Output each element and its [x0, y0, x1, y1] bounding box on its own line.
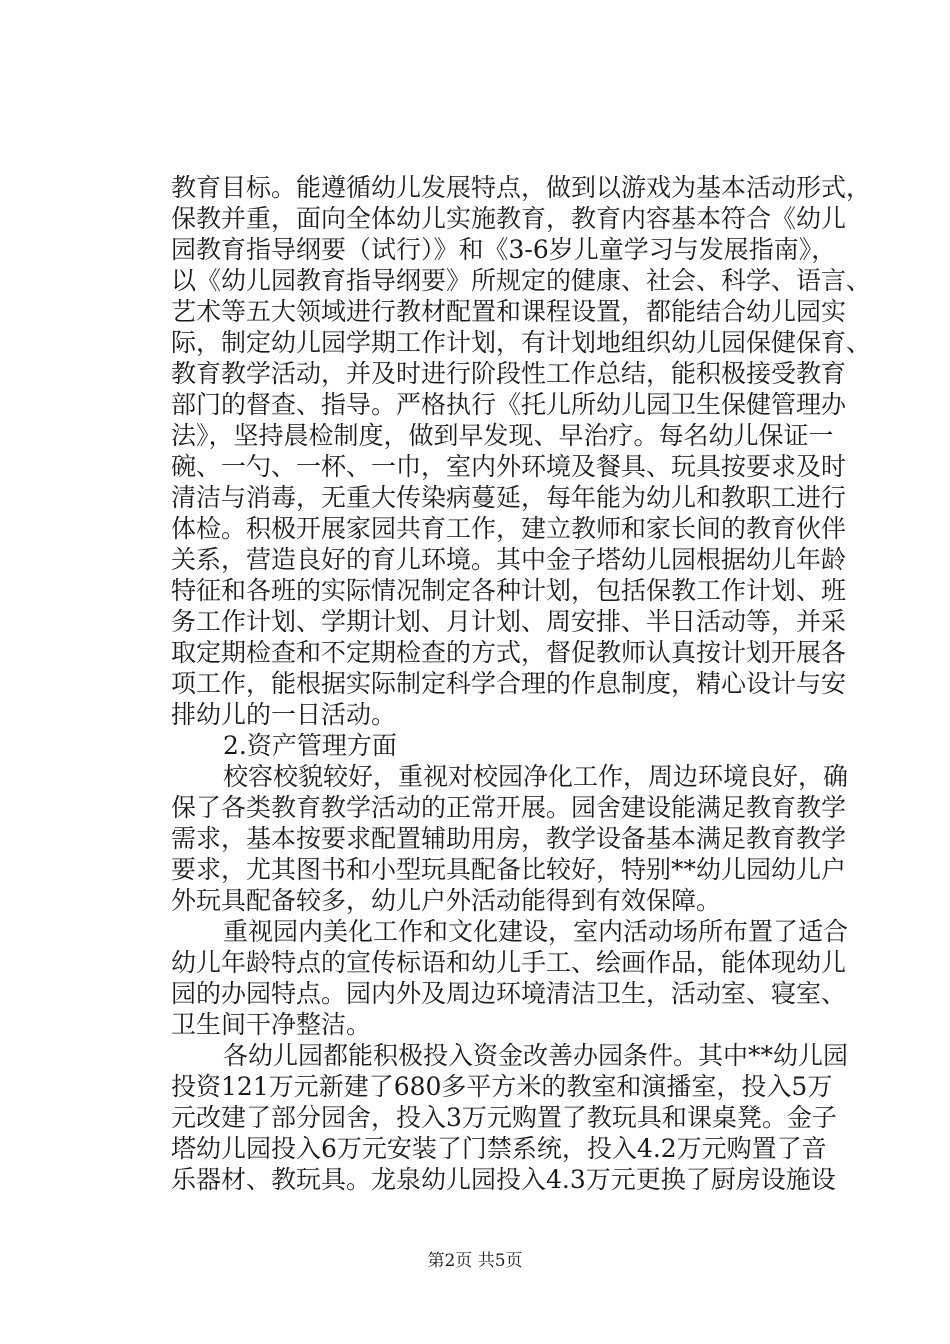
- text-line: 园教育指导纲要（试行）》和《3-6岁儿童学习与发展指南》，: [171, 235, 837, 264]
- text-line: 教育教学活动，并及时进行阶段性工作总结，能积极接受教育: [171, 359, 847, 388]
- text-line: 幼儿年龄特点的宣传标语和幼儿手工、绘画作品，能体现幼儿: [171, 948, 847, 977]
- text-line: 要求，尤其图书和小型玩具配备比较好，特别**幼儿园幼儿户: [171, 855, 847, 884]
- text-line: 园的办园特点。园内外及周边环境清洁卫生，活动室、寝室、: [171, 979, 847, 1008]
- text-line: 艺术等五大领域进行教材配置和课程设置，都能结合幼儿园实: [171, 297, 847, 326]
- text-line: 体检。积极开展家园共育工作，建立教师和家长间的教育伙伴: [171, 514, 847, 543]
- text-line: 项工作，能根据实际制定科学合理的作息制度，精心设计与安: [171, 669, 847, 698]
- text-line: 塔幼儿园投入6万元安装了门禁系统，投入4.2万元购置了音: [171, 1134, 827, 1163]
- text-line: 清洁与消毒，无重大传染病蔓延，每年能为幼儿和教职工进行: [171, 483, 847, 512]
- text-line: 务工作计划、学期计划、月计划、周安排、半日活动等，并采: [171, 607, 847, 636]
- text-line: 取定期检查和不定期检查的方式，督促教师认真按计划开展各: [171, 638, 847, 667]
- text-line: 际，制定幼儿园学期工作计划，有计划地组织幼儿园保健保育、: [171, 328, 872, 357]
- text-line: 法》，坚持晨检制度，做到早发现、早治疗。每名幼儿保证一: [171, 421, 834, 450]
- text-line: 投资121万元新建了680多平方米的教室和演播室，投入5万: [171, 1072, 833, 1101]
- document-body: [171, 172, 872, 1195]
- text-line: 卫生间干净整洁。: [171, 1010, 372, 1039]
- page-footer: [0, 1246, 950, 1271]
- text-line: 以《幼儿园教育指导纲要》所规定的健康、社会、科学、语言、: [171, 266, 872, 295]
- text-line: 排幼儿的一日活动。: [171, 700, 397, 729]
- text-line: 校容校貌较好，重视对校园净化工作，周边环境良好，确: [223, 762, 849, 791]
- text-line: 保了各类教育教学活动的正常开展。园舍建设能满足教育教学: [171, 793, 847, 822]
- text-line: 部门的督查、指导。严格执行《托儿所幼儿园卫生保健管理办: [171, 390, 847, 419]
- text-line: 乐器材、教玩具。龙泉幼儿园投入4.3万元更换了厨房设施设: [171, 1165, 836, 1194]
- text-line: 特征和各班的实际情况制定各种计划，包括保教工作计划、班: [171, 576, 847, 605]
- text-line: 重视园内美化工作和文化建设，室内活动场所布置了适合: [223, 917, 849, 946]
- text-line: 保教并重，面向全体幼儿实施教育，教育内容基本符合《幼儿: [171, 204, 847, 233]
- text-line: 碗、一勺、一杯、一巾，室内外环境及餐具、玩具按要求及时: [171, 452, 847, 481]
- page-number: 第2页 共5页: [427, 1251, 523, 1271]
- text-line: 元改建了部分园舍，投入3万元购置了教玩具和课桌凳。金子: [171, 1103, 837, 1132]
- text-line: 关系，营造良好的育儿环境。其中金子塔幼儿园根据幼儿年龄: [171, 545, 847, 574]
- text-line: 需求，基本按要求配置辅助用房，教学设备基本满足教育教学: [171, 824, 847, 853]
- text-line: 各幼儿园都能积极投入资金改善办园条件。其中**幼儿园: [223, 1041, 849, 1070]
- text-line: 教育目标。能遵循幼儿发展特点，做到以游戏为基本活动形式，: [171, 173, 872, 202]
- text-line: 外玩具配备较多，幼儿户外活动能得到有效保障。: [171, 886, 722, 915]
- section-heading: 2.资产管理方面: [223, 731, 397, 760]
